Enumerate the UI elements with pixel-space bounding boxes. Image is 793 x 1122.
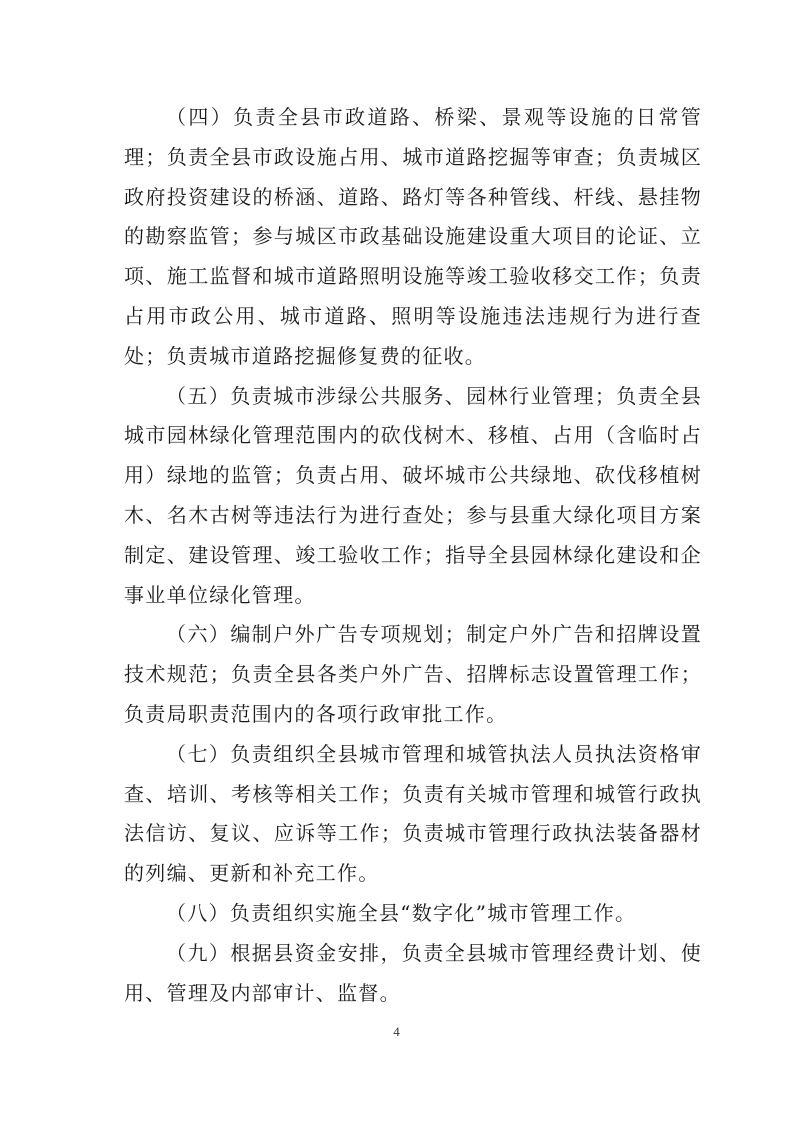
paragraph-7-personnel-qualification: （七）负责组织全县城市管理和城管执法人员执法资格审查、培训、考核等相关工作；负责有关城市管理和城管行政执法信访、复议、应诉等工作；负责城市管理行政执法装备器材的列编、更新和补充工作。 [124,741,702,886]
paragraph-5-landscaping: （五）负责城市涉绿公共服务、园林行业管理；负责全县城市园林绿化管理范围内的砍伐树木、移植、占用（含临时占用）绿地的监管；负责占用、破坏城市公共绿地、砍伐移植树木、名木古树等违法行为进行查处；参与县重大绿化项目方案制定、建设管理、竣工验收工作；指导全县园林绿化建设和企事业单位绿化管理。 [124,383,702,607]
paragraph-8-digital-management: （八）负责组织实施全县“数字化”城市管理工作。 [166,900,637,925]
page-number: 4 [393,1024,400,1039]
paragraph-6-outdoor-advertising: （六）编制户外广告专项规划；制定户外广告和招牌设置技术规范；负责全县各类户外广告、招牌标志设置管理工作；负责局职责范围内的各项行政审批工作。 [124,622,702,726]
body-text [124,98,702,1013]
paragraph-9-funding-audit: （九）根据县资金安排，负责全县城市管理经费计划、使用、管理及内部审计、监督。 [124,940,702,1005]
paragraph-4-municipal-facilities: （四）负责全县市政道路、桥梁、景观等设施的日常管理；负责全县市政设施占用、城市道路挖掘等审查；负责城区政府投资建设的桥涵、道路、路灯等各种管线、杆线、悬挂物的勘察监管；参与城区市政基础设施建设重大项目的论证、立项、施工监督和城市道路照明设施等竣工验收移交工作；负责占用市政公用、城市道路、照明等设施违法违规行为进行查处；负责城市道路挖掘修复费的征收。 [124,105,702,368]
